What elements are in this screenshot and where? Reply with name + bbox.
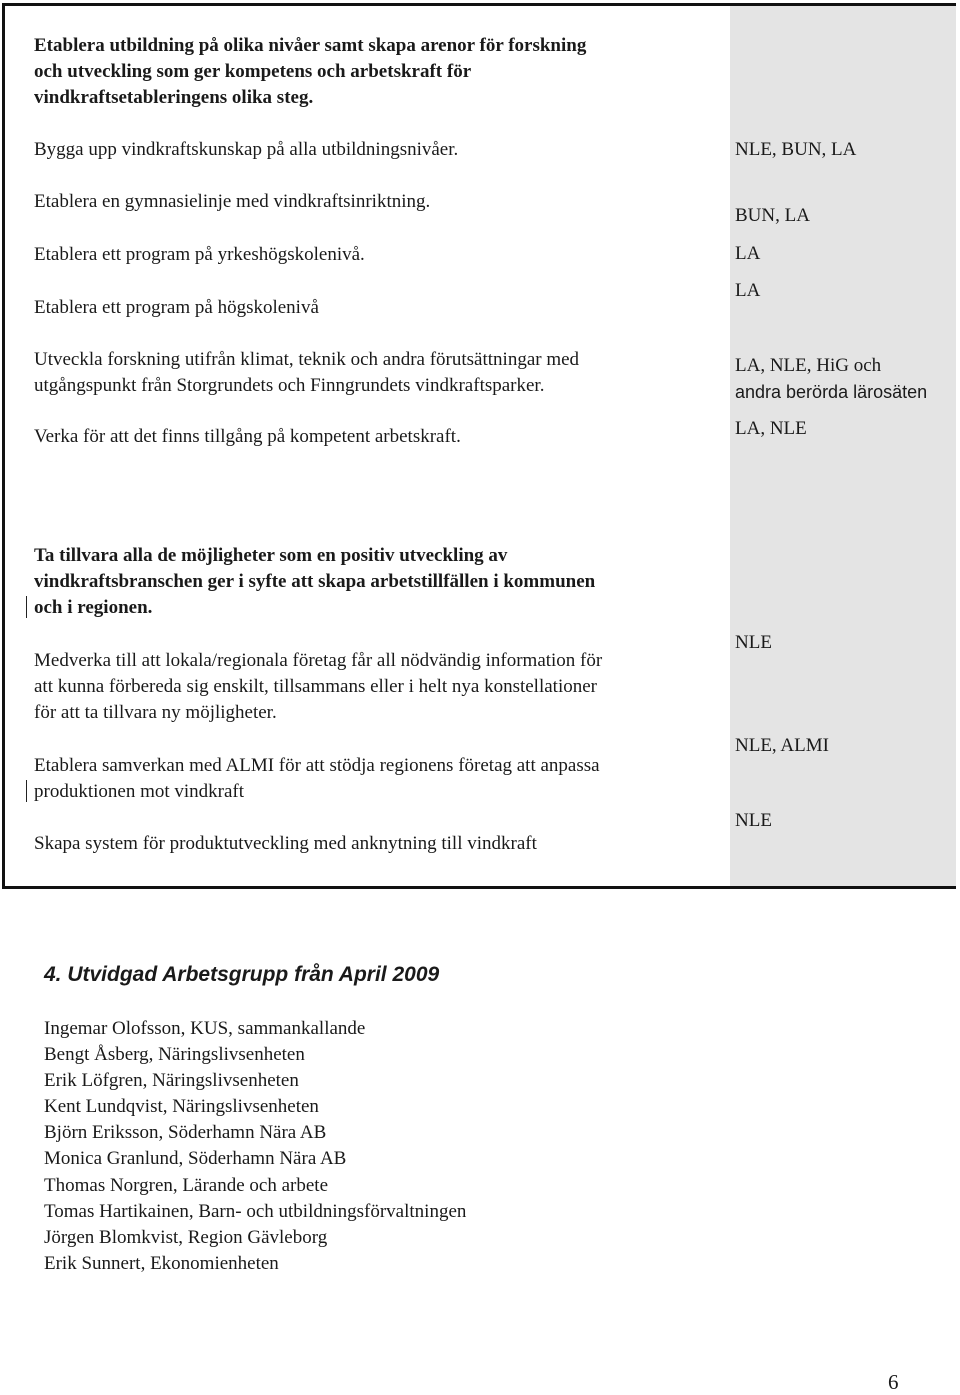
action-text: Etablera samverkan med ALMI för att stödja regionens företag att anpassa — [34, 755, 600, 776]
responsible-parties: NLE, BUN, LA — [735, 139, 857, 160]
section2-heading-line: Ta tillvara alla de möjligheter som en positiv utveckling av — [34, 545, 508, 566]
action-text: utgångspunkt från Storgrundets och Finngrundets vindkraftsparker. — [34, 375, 545, 396]
action-text: för att ta tillvara ny möjligheter. — [34, 702, 277, 723]
text-cursor-mark — [26, 596, 27, 618]
text-cursor-mark — [26, 780, 27, 802]
member-line: Monica Granlund, Söderhamn Nära AB — [44, 1148, 347, 1169]
member-line: Björn Eriksson, Söderhamn Nära AB — [44, 1122, 327, 1143]
member-line: Ingemar Olofsson, KUS, sammankallande — [44, 1018, 366, 1039]
member-line: Thomas Norgren, Lärande och arbete — [44, 1175, 328, 1196]
responsible-parties: NLE — [735, 632, 772, 653]
responsible-parties: LA — [735, 243, 761, 264]
section2-heading-line: vindkraftsbranschen ger i syfte att skapa arbetstillfällen i kommunen — [34, 571, 596, 592]
action-text: Medverka till att lokala/regionala företag får all nödvändig information för — [34, 650, 603, 671]
responsible-parties: andra berörda lärosäten — [735, 382, 928, 402]
responsible-parties: BUN, LA — [735, 205, 810, 226]
member-line: Bengt Åsberg, Näringslivsenheten — [44, 1044, 305, 1065]
page-number: 6 — [888, 1370, 899, 1394]
responsible-parties: LA — [735, 280, 761, 301]
member-line: Erik Löfgren, Näringslivsenheten — [44, 1070, 299, 1091]
member-line: Jörgen Blomkvist, Region Gävleborg — [44, 1227, 328, 1248]
member-line: Tomas Hartikainen, Barn- och utbildningsförvaltningen — [44, 1201, 467, 1222]
action-text: Verka för att det finns tillgång på kompetent arbetskraft. — [34, 426, 461, 447]
action-text: Skapa system för produktutveckling med anknytning till vindkraft — [34, 833, 537, 854]
member-line: Kent Lundqvist, Näringslivsenheten — [44, 1096, 319, 1117]
action-text: Etablera ett program på högskolenivå — [34, 297, 319, 318]
action-text: Etablera en gymnasielinje med vindkraftsinriktning. — [34, 191, 431, 212]
working-group-heading: 4. Utvidgad Arbetsgrupp från April 2009 — [44, 963, 440, 986]
responsible-parties: NLE — [735, 810, 772, 831]
responsible-parties: NLE, ALMI — [735, 735, 829, 756]
responsible-parties: LA, NLE — [735, 418, 807, 439]
responsible-parties: LA, NLE, HiG och — [735, 355, 882, 376]
member-line: Erik Sunnert, Ekonomienheten — [44, 1253, 279, 1274]
action-text: Utveckla forskning utifrån klimat, teknik och andra förutsättningar med — [34, 349, 580, 370]
section1-heading-line: Etablera utbildning på olika nivåer samt skapa arenor för forskning — [34, 35, 587, 56]
section1-heading-line: och utveckling som ger kompetens och arbetskraft för — [34, 61, 472, 82]
action-text: Etablera ett program på yrkeshögskolenivå. — [34, 244, 365, 265]
section2-heading-line: och i regionen. — [34, 597, 153, 618]
action-text: att kunna förbereda sig enskilt, tillsammans eller i helt nya konstellationer — [34, 676, 597, 697]
action-text: Bygga upp vindkraftskunskap på alla utbildningsnivåer. — [34, 139, 459, 160]
action-text: produktionen mot vindkraft — [34, 781, 245, 802]
section1-heading-line: vindkraftsetableringens olika steg. — [34, 87, 314, 108]
